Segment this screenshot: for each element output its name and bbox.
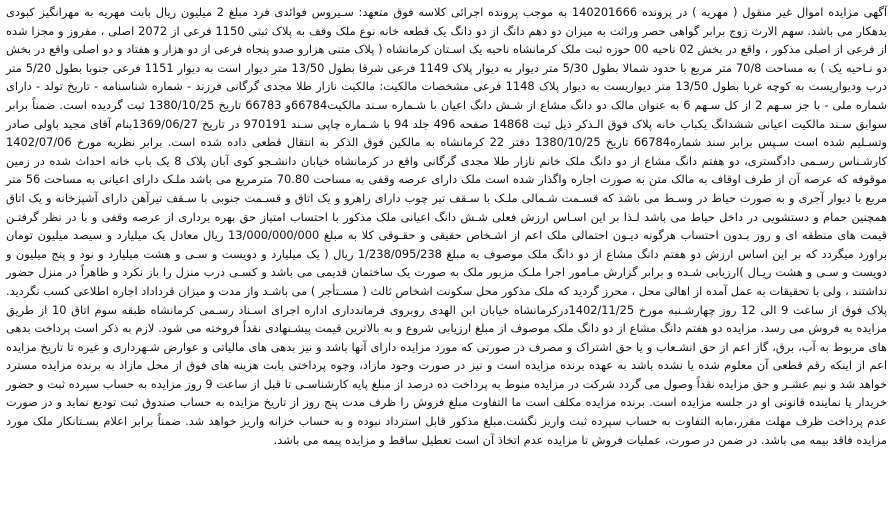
notice-body-text: آگهی مزایده اموال غیر منقول ( مهریه ) در پرونده 140201666 به موجب پرونده اجرائی کلاسه فوق متعهد: سـیروس فوائدی فرد مبلغ 2 میلیون ریال بابت مهریه به مهرانگیز کبودی بدهکار می باشد. سهم الارث زوج برابر گواهی حصر وراثت به میزان دو دهم دانگ از دو دانگ یک قطعه خانه نوع ملک وقف به پلاک ثبتی 1150 فرعی از 2072 اصلی ، مفروز و مجزا شده از فرعی از اصلی مذکور ، واقع در بخش 02 ناحیه 00 حوزه ثبت ملک کرمانشاه ناحیه یک اسـتان کرمانشاه ( پلاک متنی هزارو صدو پنجاه فرعی از دو هزار و هفتاد و دو اصلی واقع در بخش دو نـاحیه یک ) به مساحت 70/8 متر مربع با حدود شمالا بطول 5/30 متر دیوار به دیوار پلاک 1149 فرعی شرقا بطول 13/50 متر دیوار است به دیوار 1151 فرعی جنوبا بطول 5/20 متر درب ودیواریست به کوچه غربا بطول 13/50 متر دیواریست به دیوار پلاک 1148 فرعی مشخصات مالکیت: مالکیت نازار طلا مجدی گرگانی فرزند - شماره شناسنامه - تاریخ تولد - دارای شماره ملی - با جز سـهم 2 از کل سـهم 6 به عنوان مالک دو دانگ مشاع از شـش دانگ اعیان با شـماره سـند مالکیت66784و 66783 تاریخ 1380/10/25 ثبت گردیده است. ضمناً برابر سوابق سـند مالکیت اعیانی ششدانگ یکباب خانه پلاک فوق الـذکر ذیل ثبت 14868 صفحه 496 جلد 94 با شـماره چاپی سـند 970191 در تاریخ 1369/06/27بنام آقای مجید باولی صادر وتسـلیم شده است سـپس برابر سند شماره66784 تاریخ 1380/10/25 دفتر 22 کرمانشاه به مالکین فوق الذکر به انتقال قطعی داده شده است. برابر نظریه مورخ 1402/07/06 کارشـناس رسـمی دادگستری، دو هفتم دانگ مشاع از دو دانگ ملک خانم نازار طلا مجدی گرگانی واقع در کرمانشاه خیابان دانشـجو کوی آبان پلاک 8 یک باب خانه احداث شده در زمین موقوفه که عرصه آن از طرف اوقاف به مالک متن به صورت اجاره واگذار شده است ملک دارای عرصه وقفی به مساحت 70.80 مترمربع می باشد ملـک دارای اعیانی به مساحت 56 متر مربع با دیوار آجری و به صورت حیاط در وسـط می باشد که قسـمت شـمالی ملـک با سـقف تیر چوب دارای راهرو و یک اتاق و قسـمت جنوبی با سـقف تیرآهن دارای آشپزخانه و یک اتاق همچنین حمام و دستشویی در داخل حیاط می باشد لـذا بر این اسـاس ارزش فعلی شـش دانگ اعیانی ملک مذکور با احتساب امتیاز حق بهره برداری از عرصه وقفی و با در نظر گرفتـن قیمت های منطقه ای و روز بـدون احتساب هرگونه دیـون احتمالی ملک اعم از اشـخاص حقیقی و حقـوقی کلا به مبلغ 13/000/000/000 ریال معادل یک میلیارد و سیصد میلیون تومان براورد میگردد که بر این اساس ارزش دو هفتم دانگ مشاع از دو دانگ ملک موصوف به مبلغ 1/238/095/238 ریال ( یک میلیارد و دویست و سـی و هشت میلیارد و نود و پنج میلیون و دویست و سـی و هشت ریـال )ارزیابی شـده و برابر گزارش مـامور اجرا ملـک مزبور ملک به صورت یک ساختمان قدیمی می باشد و کسـی درب منزل را باز نکرد و ظاهراً در منزل حضور نداشتند ، ولی با تحقیقات به عمل آمده از اهالی محل ، محرز گردید که ملک مذکور محل سکونت اشخاص ثالث ( مسـتأجر ) می باشـد واز مدت و میزان قرداداد اجاره اطلاعی کسب نگردید. پلاک فوق از ساعت 9 الی 12 روز چهارشـنبه مورخ 1402/11/25درکرمانشاه خیابان ابن الهدی روبروی فرماندداری اداره اجرای اسـناد رسـمی کرمانشاه طبقه سوم اتاق 10 از طریق مزایده به فروش می رسد. مزایده دو هفتم دانگ مشاع از دو دانگ ملک موصوف از مبلغ ارزیابی شروع و به بالاترین قیمت پیشـنهادی نقداً فروخته می شود. لازم به ذکر است پرداخت بدهی های مربوط به آب، برق، گاز اعم از حق انشـعاب و یا حق اشتراک و مصرف در صورتی که مورد مزایده دارای آنها باشد و نیز بدهی های مالیاتی و عوارض شـهرداری و غیره تا تاریخ مزایده اعم از اینکه رقم قطعی آن معلوم شده یا نشده باشد به عهده برنده مزایده است و نیز در صورت وجود مازاد، وجوه پرداختی بابت هزینه های فوق از محل مازاد به برنده مزایده مسترد خواهد شد و نیم عشـر و حق مزایده نقداً وصول می گردد شرکت در مزایده منوط به پرداخت ده درصد از مبلغ پایه کارشناسـی تا قبل از ساعت 9 روز مزایده به حساب سپرده ثبت و حضور خریدار یا نماینده قانونی او در جلسه مزایده است. برنده مزایده مکلف است ما التفاوت مبلغ فروش را ظرف مدت پنج روز از تاریخ مزایده به حساب صندوق ثبت تودیع نماید و در صورت عدم پرداخت ظرف مهلت مقرر،مابه التفاوت به حساب سپرده ثبت واریز نگشت.مبلغ مذکور قابل استرداد نبوده و به حساب خزانه واریز خواهد شد. ضمناً برابر اعلام بسـتانکار ملک مورد مزایده فاقد بیمه می باشد. در ضمن در صورت، عملیات فروش تا مزایده عدم اتخاذ آن است تعطیل ساقط و مزایده پیمه می باشد. [6, 5, 888, 447]
